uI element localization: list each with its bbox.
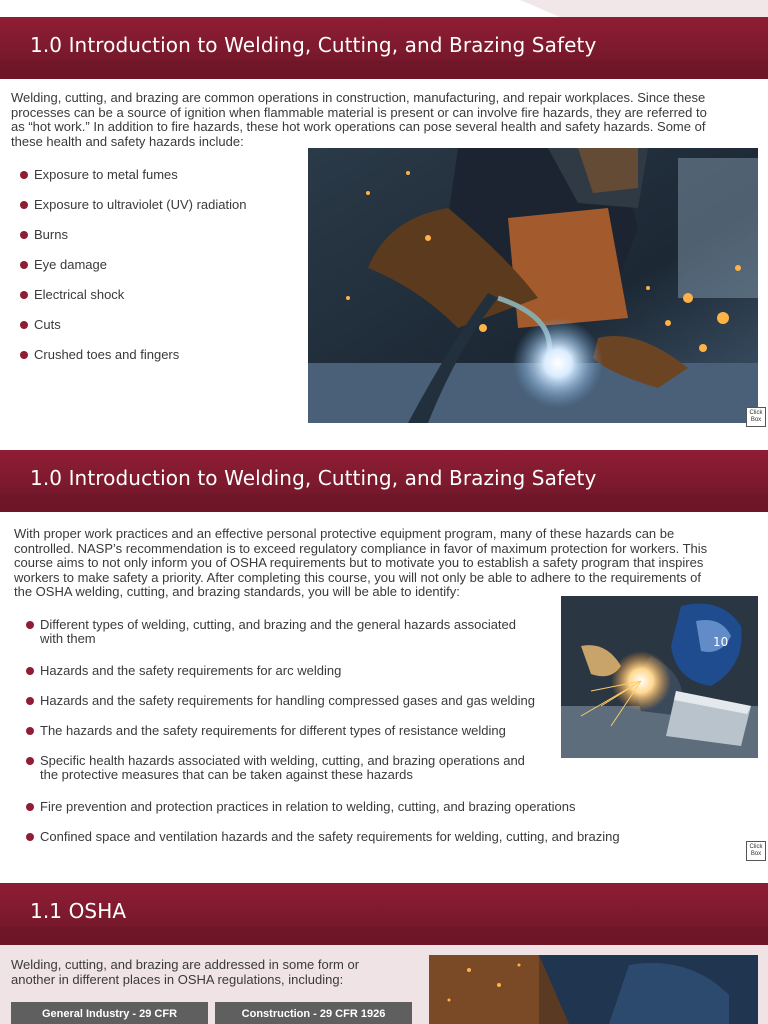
list-item: Eye damage [20, 258, 300, 288]
list-item: Cuts [20, 318, 300, 348]
slide-3 [0, 865, 768, 1024]
slide-1-hazard-list [20, 168, 300, 378]
list-item: Different types of welding, cutting, and brazing and the general hazards associated with them [26, 618, 656, 664]
slide-2 [0, 432, 768, 865]
slide-2-banner [0, 450, 768, 512]
list-item: The hazards and the safety requirements for different types of resistance welding [26, 724, 656, 754]
list-item: Burns [20, 228, 300, 258]
list-item: Hazards and the safety requirements for handling compressed gases and gas welding [26, 694, 656, 724]
slide-2-intro-text: With proper work practices and an effective personal protective equipment program, many of these hazards can be controlled. NASP’s recommendation is to exceed regulatory compliance in favor of maximum protection for workers. This course aims to not only inform you of OSHA requirements but to motivate you to establish a safety program that inspires workers to make safety a priority. After completing this course, you will not only be able to adhere to the requirements of the OSHA welding, cutting, and brazing standards, you will be able to identify: [14, 526, 708, 599]
welder-photo [308, 148, 758, 423]
svg-text:10: 10 [713, 635, 729, 649]
list-item: Exposure to ultraviolet (UV) radiation [20, 198, 300, 228]
slide-3-title: 1.1 OSHA [30, 899, 127, 923]
grinder-photo [561, 596, 758, 758]
welding-photo [429, 955, 758, 1024]
click-box[interactable]: Click Box [746, 407, 766, 427]
slide-2-title: 1.0 Introduction to Welding, Cutting, and Brazing Safety [30, 466, 597, 490]
slide-1-banner [0, 17, 768, 79]
list-item: Hazards and the safety requirements for arc welding [26, 664, 656, 694]
slide-3-banner [0, 883, 768, 945]
list-item: Specific health hazards associated with welding, cutting, and brazing operations and the protective measures that can be taken against these hazards [26, 754, 656, 800]
slide-1-intro-text: Welding, cutting, and brazing are common operations in construction, manufacturing, and repair workplaces. Since these processes can be a source of ignition when flammable material is present or can involve fire hazards, they are referred to as “hot work.” In addition to fire hazards, these hot work operations can pose several health and safety hazards. Some of these health and safety hazards include: [11, 90, 707, 149]
list-item: Electrical shock [20, 288, 300, 318]
click-box[interactable]: Click Box [746, 841, 766, 861]
list-item: Confined space and ventilation hazards and the safety requirements for welding, cutting, and brazing [26, 830, 656, 860]
construction-box: Construction - 29 CFR 1926 [215, 1002, 412, 1024]
slide-1-title: 1.0 Introduction to Welding, Cutting, and Brazing Safety [30, 33, 597, 57]
list-item: Exposure to metal fumes [20, 168, 300, 198]
slide-3-intro-text: Welding, cutting, and brazing are addressed in some form or another in different places in OSHA regulations, including: [11, 957, 360, 987]
slide-1 [0, 0, 768, 432]
general-industry-box: General Industry - 29 CFR [11, 1002, 208, 1024]
list-item: Crushed toes and fingers [20, 348, 300, 378]
list-item: Fire prevention and protection practices in relation to welding, cutting, and brazing operations [26, 800, 656, 830]
